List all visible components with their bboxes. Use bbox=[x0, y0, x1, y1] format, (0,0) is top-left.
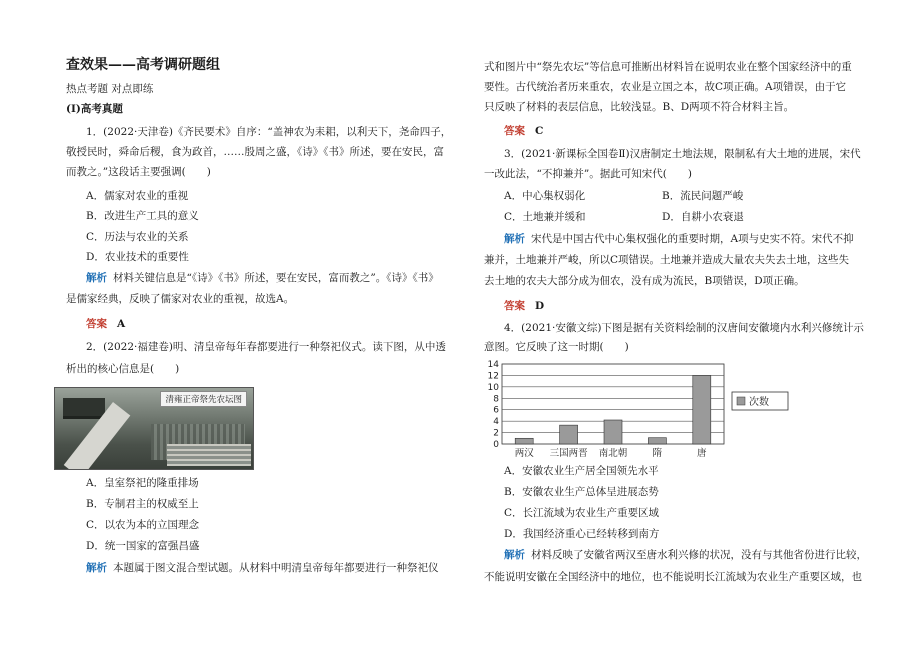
q1-line-2: 敬授民时，舜命后稷，食为政首，……殷周之盛，《诗》《书》所述，要在安民，富 bbox=[66, 146, 444, 158]
q2-option-d: D．统一国家的富强昌盛 bbox=[86, 540, 200, 552]
y-tick-label: 8 bbox=[493, 394, 499, 405]
q4-analysis-line-2: 不能说明安徽在全国经济中的地位，也不能说明长江流域为农业生产重要区域，也 bbox=[484, 571, 862, 583]
bar bbox=[560, 425, 578, 444]
q4-line-2: 意图。它反映了这一时期( ) bbox=[484, 341, 629, 353]
answer-tag: 答案 bbox=[86, 318, 107, 330]
q3-analysis bbox=[504, 232, 854, 246]
bar bbox=[693, 375, 711, 444]
bar bbox=[604, 420, 622, 444]
y-tick-label: 4 bbox=[493, 417, 499, 428]
y-tick-label: 12 bbox=[487, 371, 499, 382]
q2-cont-line-1: 式和图片中“祭先农坛”等信息可推断出材料旨在说明农业在整个国家经济中的重 bbox=[484, 61, 852, 73]
legend-swatch bbox=[737, 397, 745, 405]
q2-answer bbox=[504, 124, 543, 138]
q1-answer-value: A bbox=[117, 318, 126, 330]
q3-answer bbox=[504, 299, 544, 313]
y-tick-label: 6 bbox=[493, 405, 499, 416]
q2-cont-line-2: 要性。古代统治者历来重农，农业是立国之本，故C项正确。A项错误，由于它 bbox=[484, 81, 847, 93]
q1-option-a: A．儒家对农业的重视 bbox=[86, 190, 189, 202]
q1-answer bbox=[86, 317, 125, 331]
q1-line-3: 而教之。”这段话主要强调( ) bbox=[66, 166, 211, 178]
q1-line-1: 1．(2022·天津卷)《齐民要术》自序：“盖神农为耒耜，以利天下，尧命四子， bbox=[86, 126, 452, 138]
x-tick-label: 隋 bbox=[652, 448, 663, 458]
photo-roof bbox=[63, 398, 105, 419]
q3-analysis-line-2: 兼并，土地兼并严峻，所以C项错误。土地兼并造成大量农夫失去土地，这些失 bbox=[484, 254, 850, 266]
q4-option-b: B．安徽农业生产总体呈进展态势 bbox=[504, 486, 659, 498]
q3-option-d: D．自耕小农衰退 bbox=[662, 211, 744, 223]
photo-field bbox=[167, 444, 251, 466]
q4-analysis bbox=[504, 548, 867, 562]
analysis-tag: 解析 bbox=[86, 562, 107, 574]
y-tick-label: 14 bbox=[487, 360, 499, 370]
q1-option-d: D．农业技术的重要性 bbox=[86, 251, 189, 263]
subtitle: 热点考题 对点即练 bbox=[66, 83, 154, 95]
q3-option-b: B．流民问题严峻 bbox=[662, 190, 744, 202]
q1-analysis-line-1: 材料关键信息是“《诗》《书》所述，要在安民，富而教之”。《诗》《书》 bbox=[113, 272, 439, 284]
bar bbox=[648, 438, 666, 444]
q2-option-c: C．以农为本的立国理念 bbox=[86, 519, 200, 531]
q3-option-a: A．中心集权弱化 bbox=[504, 190, 586, 202]
q3-analysis-line-3: 去土地的农夫大部分成为佃农，没有成为流民，B项错误，D项正确。 bbox=[484, 275, 805, 287]
answer-tag: 答案 bbox=[504, 300, 525, 312]
answer-tag: 答案 bbox=[504, 125, 525, 137]
q2-line-1: 2．(2022·福建卷)明、清皇帝每年春都要进行一种祭祀仪式。读下图，从中透 bbox=[86, 341, 446, 353]
q2-option-a: A．皇室祭祀的隆重排场 bbox=[86, 477, 199, 489]
q2-cont-line-3: 只反映了材料的表层信息，比较浅显。B、D两项不符合材料主旨。 bbox=[484, 101, 795, 113]
q1-option-b: B．改进生产工具的意义 bbox=[86, 210, 199, 222]
q4-option-a: A．安徽农业生产居全国领先水平 bbox=[504, 465, 659, 477]
q2-analysis bbox=[86, 561, 439, 575]
bar bbox=[515, 438, 533, 444]
q2-line-2: 析出的核心信息是( ) bbox=[66, 363, 180, 375]
q2-option-b: B．专制君主的权威至上 bbox=[86, 498, 199, 510]
legend-label: 次数 bbox=[749, 397, 769, 408]
photo-caption: 清雍正帝祭先农坛图 bbox=[160, 391, 247, 407]
q1-analysis bbox=[86, 271, 439, 285]
y-tick-label: 0 bbox=[493, 440, 499, 450]
q4-line-1: 4．(2021·安徽文综)下图是据有关资料绘制的汉唐间安徽境内水利兴修统计示 bbox=[504, 322, 864, 334]
q1-analysis-line-2: 是儒家经典，反映了儒家对农业的重视，故选A。 bbox=[66, 293, 295, 305]
q3-line-1: 3．(2021·新课标全国卷Ⅱ)汉唐制定土地法规，限制私有大土地的进展，宋代 bbox=[504, 148, 861, 160]
section-heading: (Ⅰ)高考真题 bbox=[66, 103, 123, 115]
q3-option-c: C．土地兼并缓和 bbox=[504, 211, 586, 223]
q3-answer-value: D bbox=[535, 300, 545, 312]
x-tick-label: 南北朝 bbox=[598, 448, 628, 458]
ceremony-photo bbox=[54, 387, 254, 470]
water-conservancy-bar-chart bbox=[480, 358, 810, 458]
page-title: 查效果——高考调研题组 bbox=[66, 57, 220, 73]
q2-answer-value: C bbox=[535, 125, 544, 137]
y-tick-label: 10 bbox=[487, 382, 499, 393]
q3-analysis-line-1: 宋代是中国古代中心集权强化的重要时期，A项与史实不符。宋代不抑 bbox=[531, 233, 854, 245]
y-tick-label: 2 bbox=[493, 428, 499, 439]
q1-option-c: C．历法与农业的关系 bbox=[86, 231, 189, 243]
q4-analysis-line-1: 材料反映了安徽省两汉至唐水利兴修的状况，没有与其他省份进行比较， bbox=[531, 549, 867, 561]
q4-option-c: C．长江流域为农业生产重要区域 bbox=[504, 507, 660, 519]
analysis-tag: 解析 bbox=[504, 549, 525, 561]
q2-analysis-line-1: 本题属于图文混合型试题。从材料中明清皇帝每年都要进行一种祭祀仪 bbox=[113, 562, 439, 574]
analysis-tag: 解析 bbox=[504, 233, 525, 245]
x-tick-label: 三国两晋 bbox=[549, 448, 588, 458]
x-tick-label: 两汉 bbox=[514, 448, 534, 458]
q3-line-2: 一改此法，“不抑兼并”。据此可知宋代( ) bbox=[484, 168, 692, 180]
analysis-tag: 解析 bbox=[86, 272, 107, 284]
q4-option-d: D．我国经济重心已经转移到南方 bbox=[504, 528, 660, 540]
x-tick-label: 唐 bbox=[697, 448, 707, 458]
